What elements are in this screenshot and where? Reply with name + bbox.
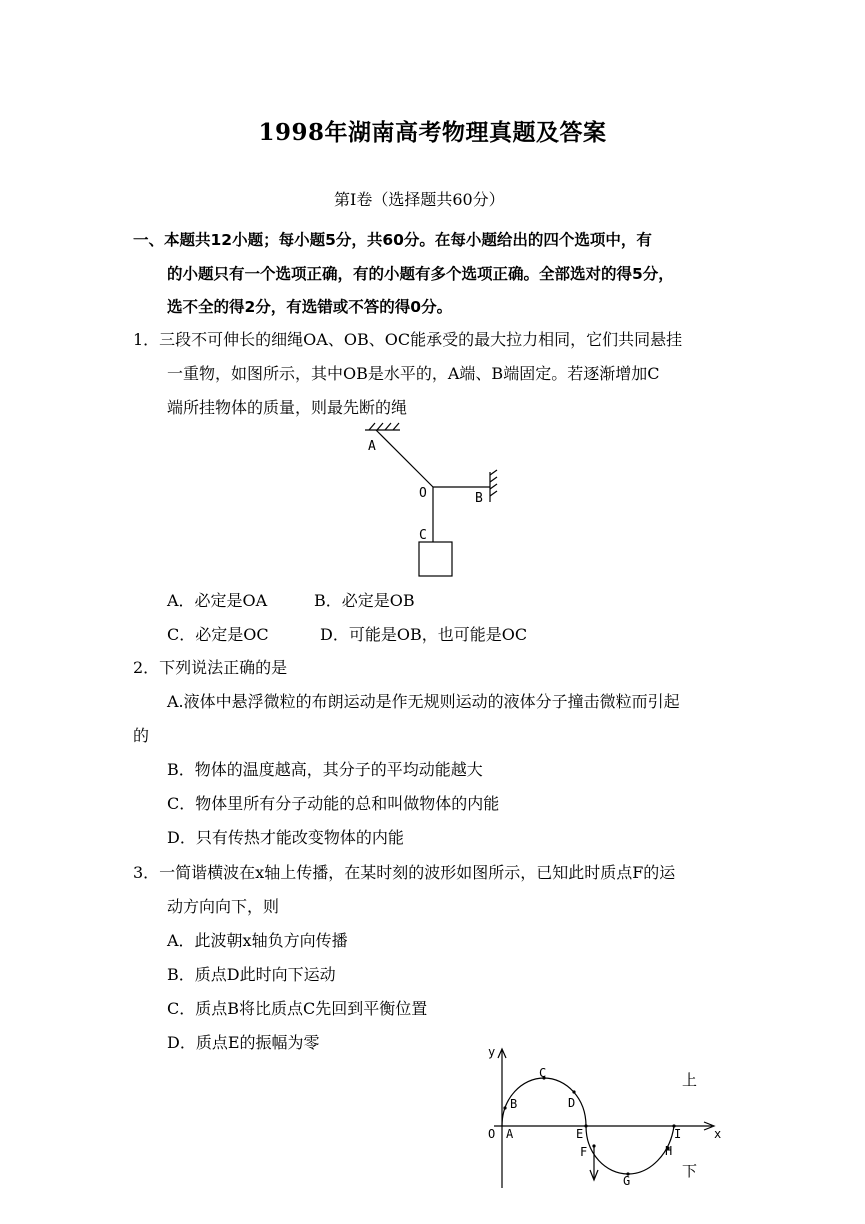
page-title: 1998年湖南高考物理真题及答案 [258, 119, 607, 146]
q3-option-b: B．质点D此时向下运动 [167, 965, 336, 984]
point-g-label: G [623, 1174, 631, 1188]
direction-down-label: 下 [682, 1162, 698, 1180]
q2-option-c: C．物体里所有分子动能的总和叫做物体的内能 [167, 794, 500, 813]
axis-label-x: x [714, 1127, 722, 1141]
origin-label: O [488, 1127, 496, 1141]
q2-option-a-line-2: 的 [133, 726, 150, 745]
point-h-label: H [665, 1144, 673, 1158]
q1-option-b: B．必定是OB [314, 591, 415, 610]
q1-option-c: C．必定是OC [167, 625, 269, 644]
q3-option-d: D．质点E的振幅为零 [167, 1033, 320, 1052]
section-header: 第Ⅰ卷（选择题共60分） [334, 190, 505, 209]
point-a-label: A [506, 1127, 514, 1141]
point-c-label: C [539, 1066, 547, 1080]
q3-option-c: C．质点B将比质点C先回到平衡位置 [167, 999, 428, 1018]
label-a: A [368, 439, 376, 454]
rope-diagram [355, 420, 505, 585]
point-d-label: D [568, 1096, 576, 1110]
instructions-line-3: 选不全的得2分，有选错或不答的得0分。 [167, 298, 453, 316]
q3-option-a: A．此波朝x轴负方向传播 [167, 931, 348, 950]
q1-stem-line-2: 一重物，如图所示，其中OB是水平的，A端、B端固定。若逐渐增加C [167, 364, 660, 383]
direction-up-label: 上 [682, 1071, 698, 1089]
q1-stem-line-3: 端所挂物体的质量，则最先断的绳 [167, 398, 408, 417]
q2-stem: 2．下列说法正确的是 [133, 658, 288, 677]
hanging-weight [419, 542, 452, 576]
point-i-label: I [674, 1127, 682, 1141]
q2-option-a-line-1: A.液体中悬浮微粒的布朗运动是作无规则运动的液体分子撞击微粒而引起 [167, 692, 680, 711]
instructions-line-2: 的小题只有一个选项正确，有的小题有多个选项正确。全部选对的得5分， [167, 265, 674, 283]
label-o: O [419, 486, 427, 501]
wave-diagram [480, 1040, 730, 1190]
q3-stem-line-2: 动方向向下，则 [167, 897, 280, 916]
q3-stem-line-1: 3．一简谐横波在x轴上传播，在某时刻的波形如图所示，已知此时质点F的运 [133, 863, 676, 882]
q1-option-d: D．可能是OB，也可能是OC [320, 625, 528, 644]
axis-label-y: y [488, 1045, 496, 1059]
point-f-label: F [580, 1145, 588, 1159]
q1-option-a: A．必定是OA [167, 591, 268, 610]
label-b: B [475, 491, 483, 506]
q1-stem-line-1: 1．三段不可伸长的细绳OA、OB、OC能承受的最大拉力相同，它们共同悬挂 [133, 330, 683, 349]
instructions-line-1: 一、本题共12小题；每小题5分，共60分。在每小题给出的四个选项中，有 [133, 231, 652, 249]
q2-option-b: B．物体的温度越高，其分子的平均动能越大 [167, 760, 483, 779]
point-e-label: E [576, 1127, 584, 1141]
rope-oa [376, 430, 433, 487]
q2-option-d: D．只有传热才能改变物体的内能 [167, 828, 404, 847]
point-b-label: B [510, 1097, 518, 1111]
label-c: C [419, 528, 427, 543]
